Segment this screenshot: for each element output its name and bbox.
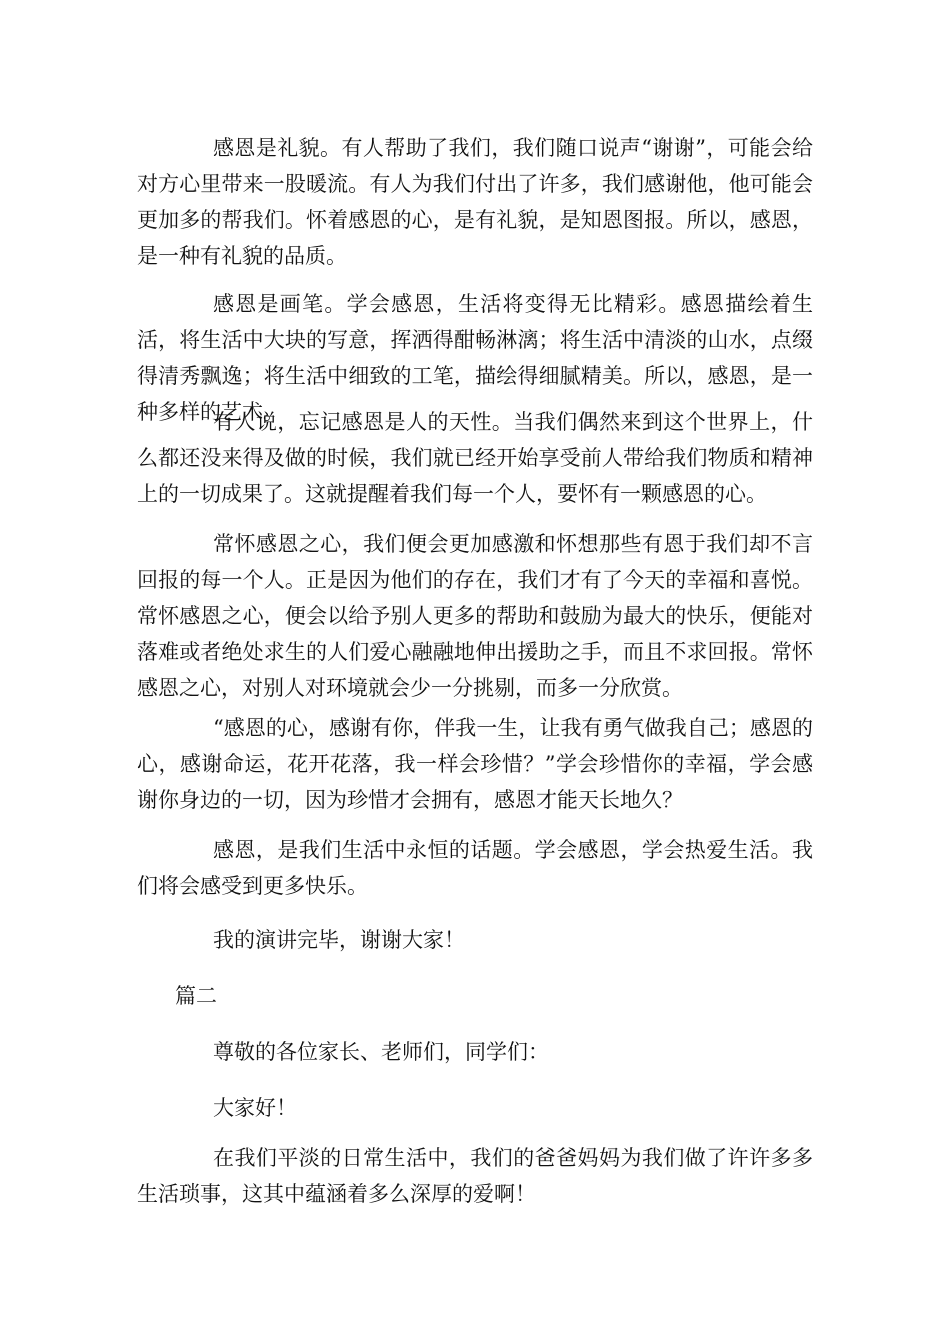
paragraph-parents: 在我们平淡的日常生活中，我们的爸爸妈妈为我们做了许许多多生活琐事，这其中蕴涵着多么深厚的爱啊！	[137, 1146, 813, 1206]
section-heading: 篇二	[175, 984, 217, 1008]
paragraph-eternal-topic: 感恩，是我们生活中永恒的话题。学会感恩，学会热爱生活。我们将会感受到更多快乐。	[137, 838, 813, 898]
closing-line: 我的演讲完毕，谢谢大家！	[213, 928, 465, 952]
salutation: 尊敬的各位家长、老师们，同学们：	[213, 1040, 549, 1064]
paragraph-courtesy: 感恩是礼貌。有人帮助了我们，我们随口说声“谢谢”，可能会给对方心里带来一股暖流。有人为我们付出了许多，我们感谢他，他可能会更加多的帮我们。怀着感恩的心，是有礼貌，是知恩图报。所以，感恩，是一种有礼貌的品质。	[137, 136, 813, 268]
paragraph-paintbrush: 感恩是画笔。学会感恩，生活将变得无比精彩。感恩描绘着生活，将生活中大块的写意，挥洒得酣畅淋漓；将生活中清淡的山水，点缀得清秀飘逸；将生活中细致的工笔，描绘得细腻精美。所以，感恩，是一种多样的艺术。	[137, 292, 813, 424]
paragraph-song-quote: “感恩的心，感谢有你，伴我一生，让我有勇气做我自己；感恩的心，感谢命运，花开花落，我一样会珍惜？”学会珍惜你的幸福，学会感谢你身边的一切，因为珍惜才会拥有，感恩才能天长地久？	[137, 716, 813, 812]
paragraph-human-nature: 有人说，忘记感恩是人的天性。当我们偶然来到这个世界上，什么都还没来得及做的时候，我们就已经开始享受前人带给我们物质和精神上的一切成果了。这就提醒着我们每一个人，要怀有一颗感恩的心。	[137, 410, 813, 506]
greeting: 大家好！	[213, 1096, 297, 1120]
paragraph-grateful-heart: 常怀感恩之心，我们便会更加感激和怀想那些有恩于我们却不言回报的每一个人。正是因为他们的存在，我们才有了今天的幸福和喜悦。常怀感恩之心，便会以给予别人更多的帮助和鼓励为最大的快乐，便能对落难或者绝处求生的人们爱心融融地伸出援助之手，而且不求回报。常怀感恩之心，对别人对环境就会少一分挑剔，而多一分欣赏。	[137, 532, 813, 700]
